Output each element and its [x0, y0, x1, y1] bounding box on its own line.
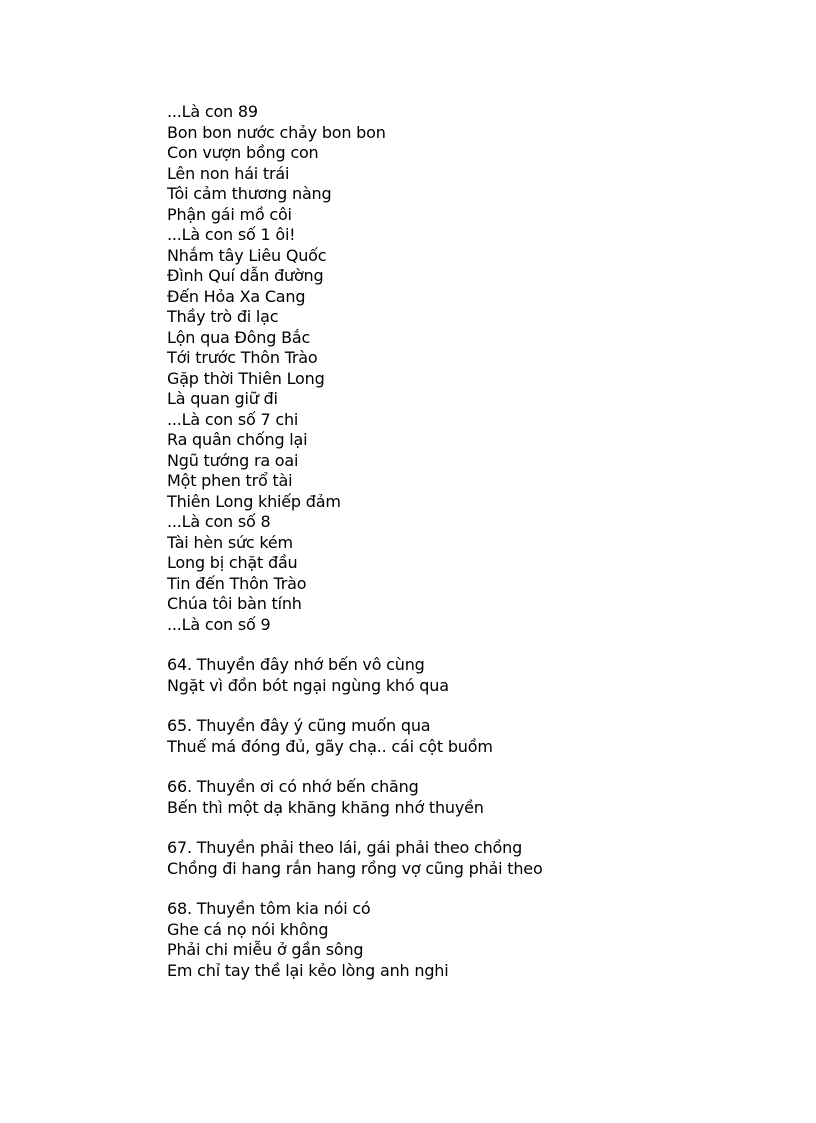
text-line: Tài hèn sức kém: [167, 532, 293, 552]
text-line: Gặp thời Thiên Long: [167, 368, 325, 388]
text-line: Thầy trò đi lạc: [167, 307, 279, 326]
text-line: 66. Thuyền ơi có nhớ bến chăng: [167, 777, 419, 796]
text-line: Thuế má đóng đủ, gãy chạ.. cái cột buồm: [167, 736, 493, 756]
text-line: Chồng đi hang rắn hang rồng vợ cũng phải theo: [167, 858, 543, 878]
verse-65: [167, 716, 787, 757]
text-line: Bến thì một dạ khăng khăng nhớ thuyền: [167, 797, 484, 817]
text-line: ...Là con số 9: [167, 614, 271, 634]
text-line: Thiên Long khiếp đảm: [167, 491, 341, 511]
text-line: Tới trước Thôn Trào: [167, 348, 318, 367]
text-line: Phận gái mồ côi: [167, 204, 292, 224]
text-line: Phải chi miễu ở gần sông: [167, 940, 364, 959]
text-line: Đình Quí dẫn đường: [167, 266, 324, 285]
verse-64: [167, 655, 787, 696]
text-line: Lên non hái trái: [167, 163, 290, 183]
text-line: Bon bon nước chảy bon bon: [167, 122, 386, 142]
text-line: Ghe cá nọ nói không: [167, 919, 329, 939]
stanza-gap: [167, 879, 787, 899]
text-line: Em chỉ tay thề lại kẻo lòng anh nghi: [167, 960, 449, 980]
text-line: Đến Hỏa Xa Cang: [167, 286, 306, 306]
verse-68: [167, 899, 787, 981]
poem-text: [167, 102, 787, 981]
text-line: Là quan giữ đi: [167, 389, 278, 408]
text-line: 67. Thuyền phải theo lái, gái phải theo chồng: [167, 838, 523, 857]
text-line: ...Là con 89: [167, 102, 258, 121]
stanza-gap: [167, 696, 787, 716]
verse-67: [167, 838, 787, 879]
text-line: Một phen trổ tài: [167, 471, 293, 490]
text-line: ...Là con số 1 ôi!: [167, 225, 296, 244]
text-line: Long bị chặt đầu: [167, 553, 298, 572]
stanza-gap: [167, 635, 787, 655]
text-line: Tôi cảm thương nàng: [167, 184, 332, 203]
text-line: Nhắm tây Liêu Quốc: [167, 245, 327, 265]
stanza-gap: [167, 818, 787, 838]
text-line: 64. Thuyền đây nhớ bến vô cùng: [167, 655, 425, 674]
intro-stanza: [167, 102, 787, 635]
verse-66: [167, 777, 787, 818]
text-line: 65. Thuyền đây ý cũng muốn qua: [167, 716, 431, 735]
text-line: 68. Thuyền tôm kia nói có: [167, 899, 371, 918]
text-line: Lộn qua Đông Bắc: [167, 327, 311, 347]
stanza-gap: [167, 757, 787, 777]
text-line: Ra quân chống lại: [167, 430, 308, 449]
text-line: Chúa tôi bàn tính: [167, 594, 302, 613]
text-line: Tin đến Thôn Trào: [167, 573, 307, 593]
text-line: Con vượn bồng con: [167, 143, 319, 162]
text-line: ...Là con số 7 chi: [167, 409, 299, 429]
text-line: ...Là con số 8: [167, 512, 271, 531]
text-line: Ngũ tướng ra oai: [167, 450, 299, 470]
text-line: Ngặt vì đồn bót ngại ngùng khó qua: [167, 675, 449, 695]
